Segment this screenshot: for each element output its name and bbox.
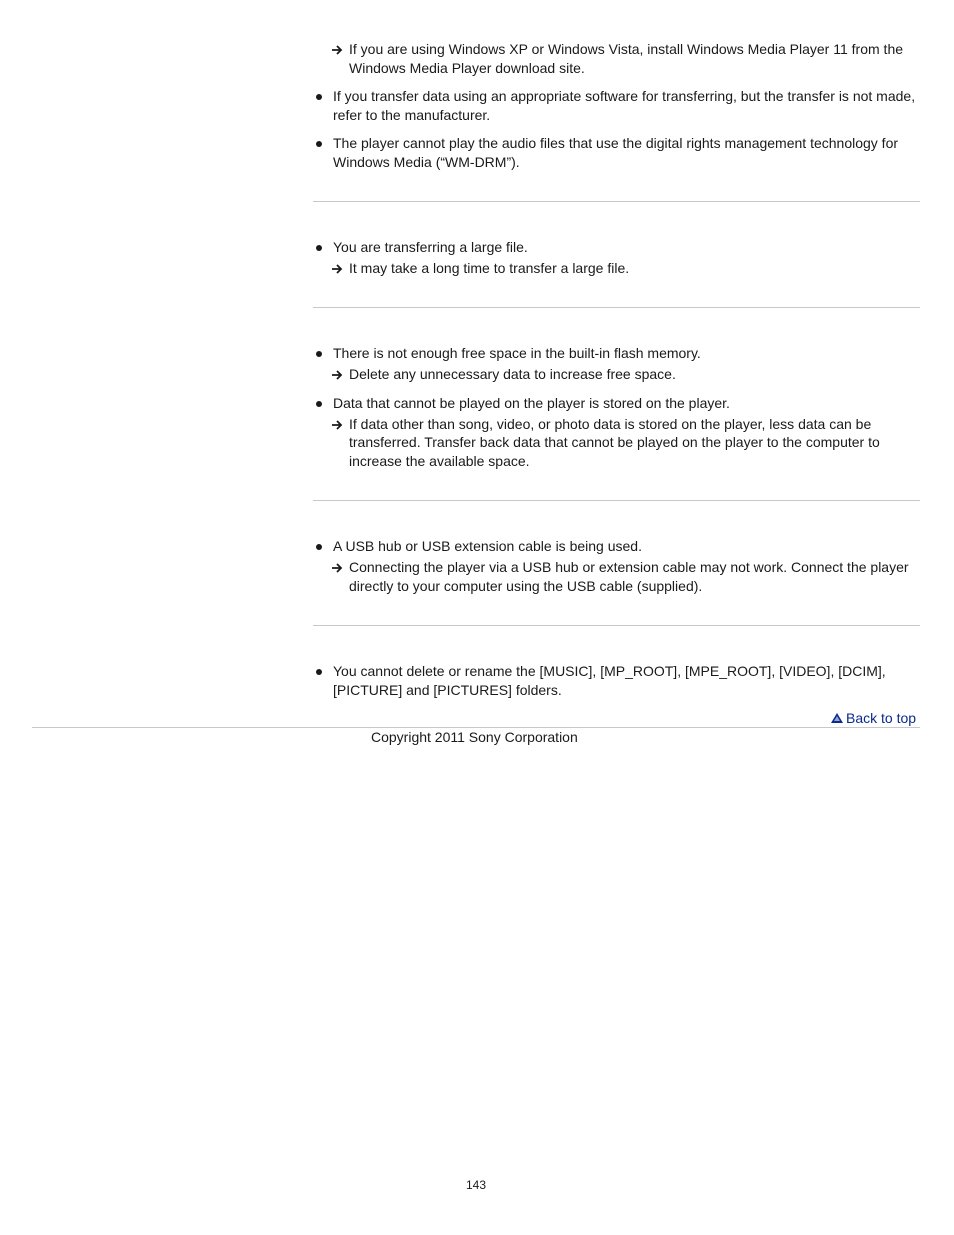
section-divider [313,307,920,308]
arrow-text: transferred. Transfer back data that cannot be played on the player to the computer to [349,434,880,450]
arrow-text: It may take a long time to transfer a large file. [349,260,630,276]
page-number: 143 [466,1178,487,1192]
bullet-text: Windows Media (“WM-DRM”). [333,154,520,170]
section-divider [313,500,920,501]
bullet-icon [316,351,322,357]
section-divider [313,201,920,202]
arrow-icon [331,369,343,381]
bullet-text: [PICTURE] and [PICTURES] folders. [333,682,562,698]
bullet-text: There is not enough free space in the built-in flash memory. [333,345,701,361]
arrow-text: increase the available space. [349,453,530,469]
triangle-up-icon [830,712,844,724]
back-to-top-label: Back to top [846,710,917,726]
bullet-text: A USB hub or USB extension cable is being used. [333,538,642,554]
bullet-icon [316,669,322,675]
bullet-icon [316,141,322,147]
bullet-text: refer to the manufacturer. [333,107,491,123]
bullet-text: You cannot delete or rename the [MUSIC], [MP_ROOT], [MPE_ROOT], [VIDEO], [DCIM], [333,663,886,679]
section-divider [313,625,920,626]
bullet-text: If you transfer data using an appropriate software for transferring, but the transfer is not made, [333,88,916,104]
arrow-text: If you are using Windows XP or Windows Vista, install Windows Media Player 11 from the [349,41,904,57]
bullet-icon [316,245,322,251]
bullet-icon [316,401,322,407]
arrow-text: Connecting the player via a USB hub or extension cable may not work. Connect the player [349,559,909,575]
arrow-text: Delete any unnecessary data to increase free space. [349,366,676,382]
arrow-icon [331,263,343,275]
back-to-top-link[interactable] [830,709,916,727]
arrow-icon [331,44,343,56]
bullet-text: You are transferring a large file. [333,239,528,255]
bullet-text: The player cannot play the audio files that use the digital rights management technology for [333,135,899,151]
arrow-text: directly to your computer using the USB cable (supplied). [349,578,703,594]
arrow-text: Windows Media Player download site. [349,60,585,76]
bullet-icon [316,544,322,550]
bullet-icon [316,94,322,100]
arrow-icon [331,419,343,431]
bullet-text: Data that cannot be played on the player is stored on the player. [333,395,730,411]
arrow-icon [331,562,343,574]
arrow-text: If data other than song, video, or photo data is stored on the player, less data can be [349,416,872,432]
copyright-text: Copyright 2011 Sony Corporation [371,729,578,745]
